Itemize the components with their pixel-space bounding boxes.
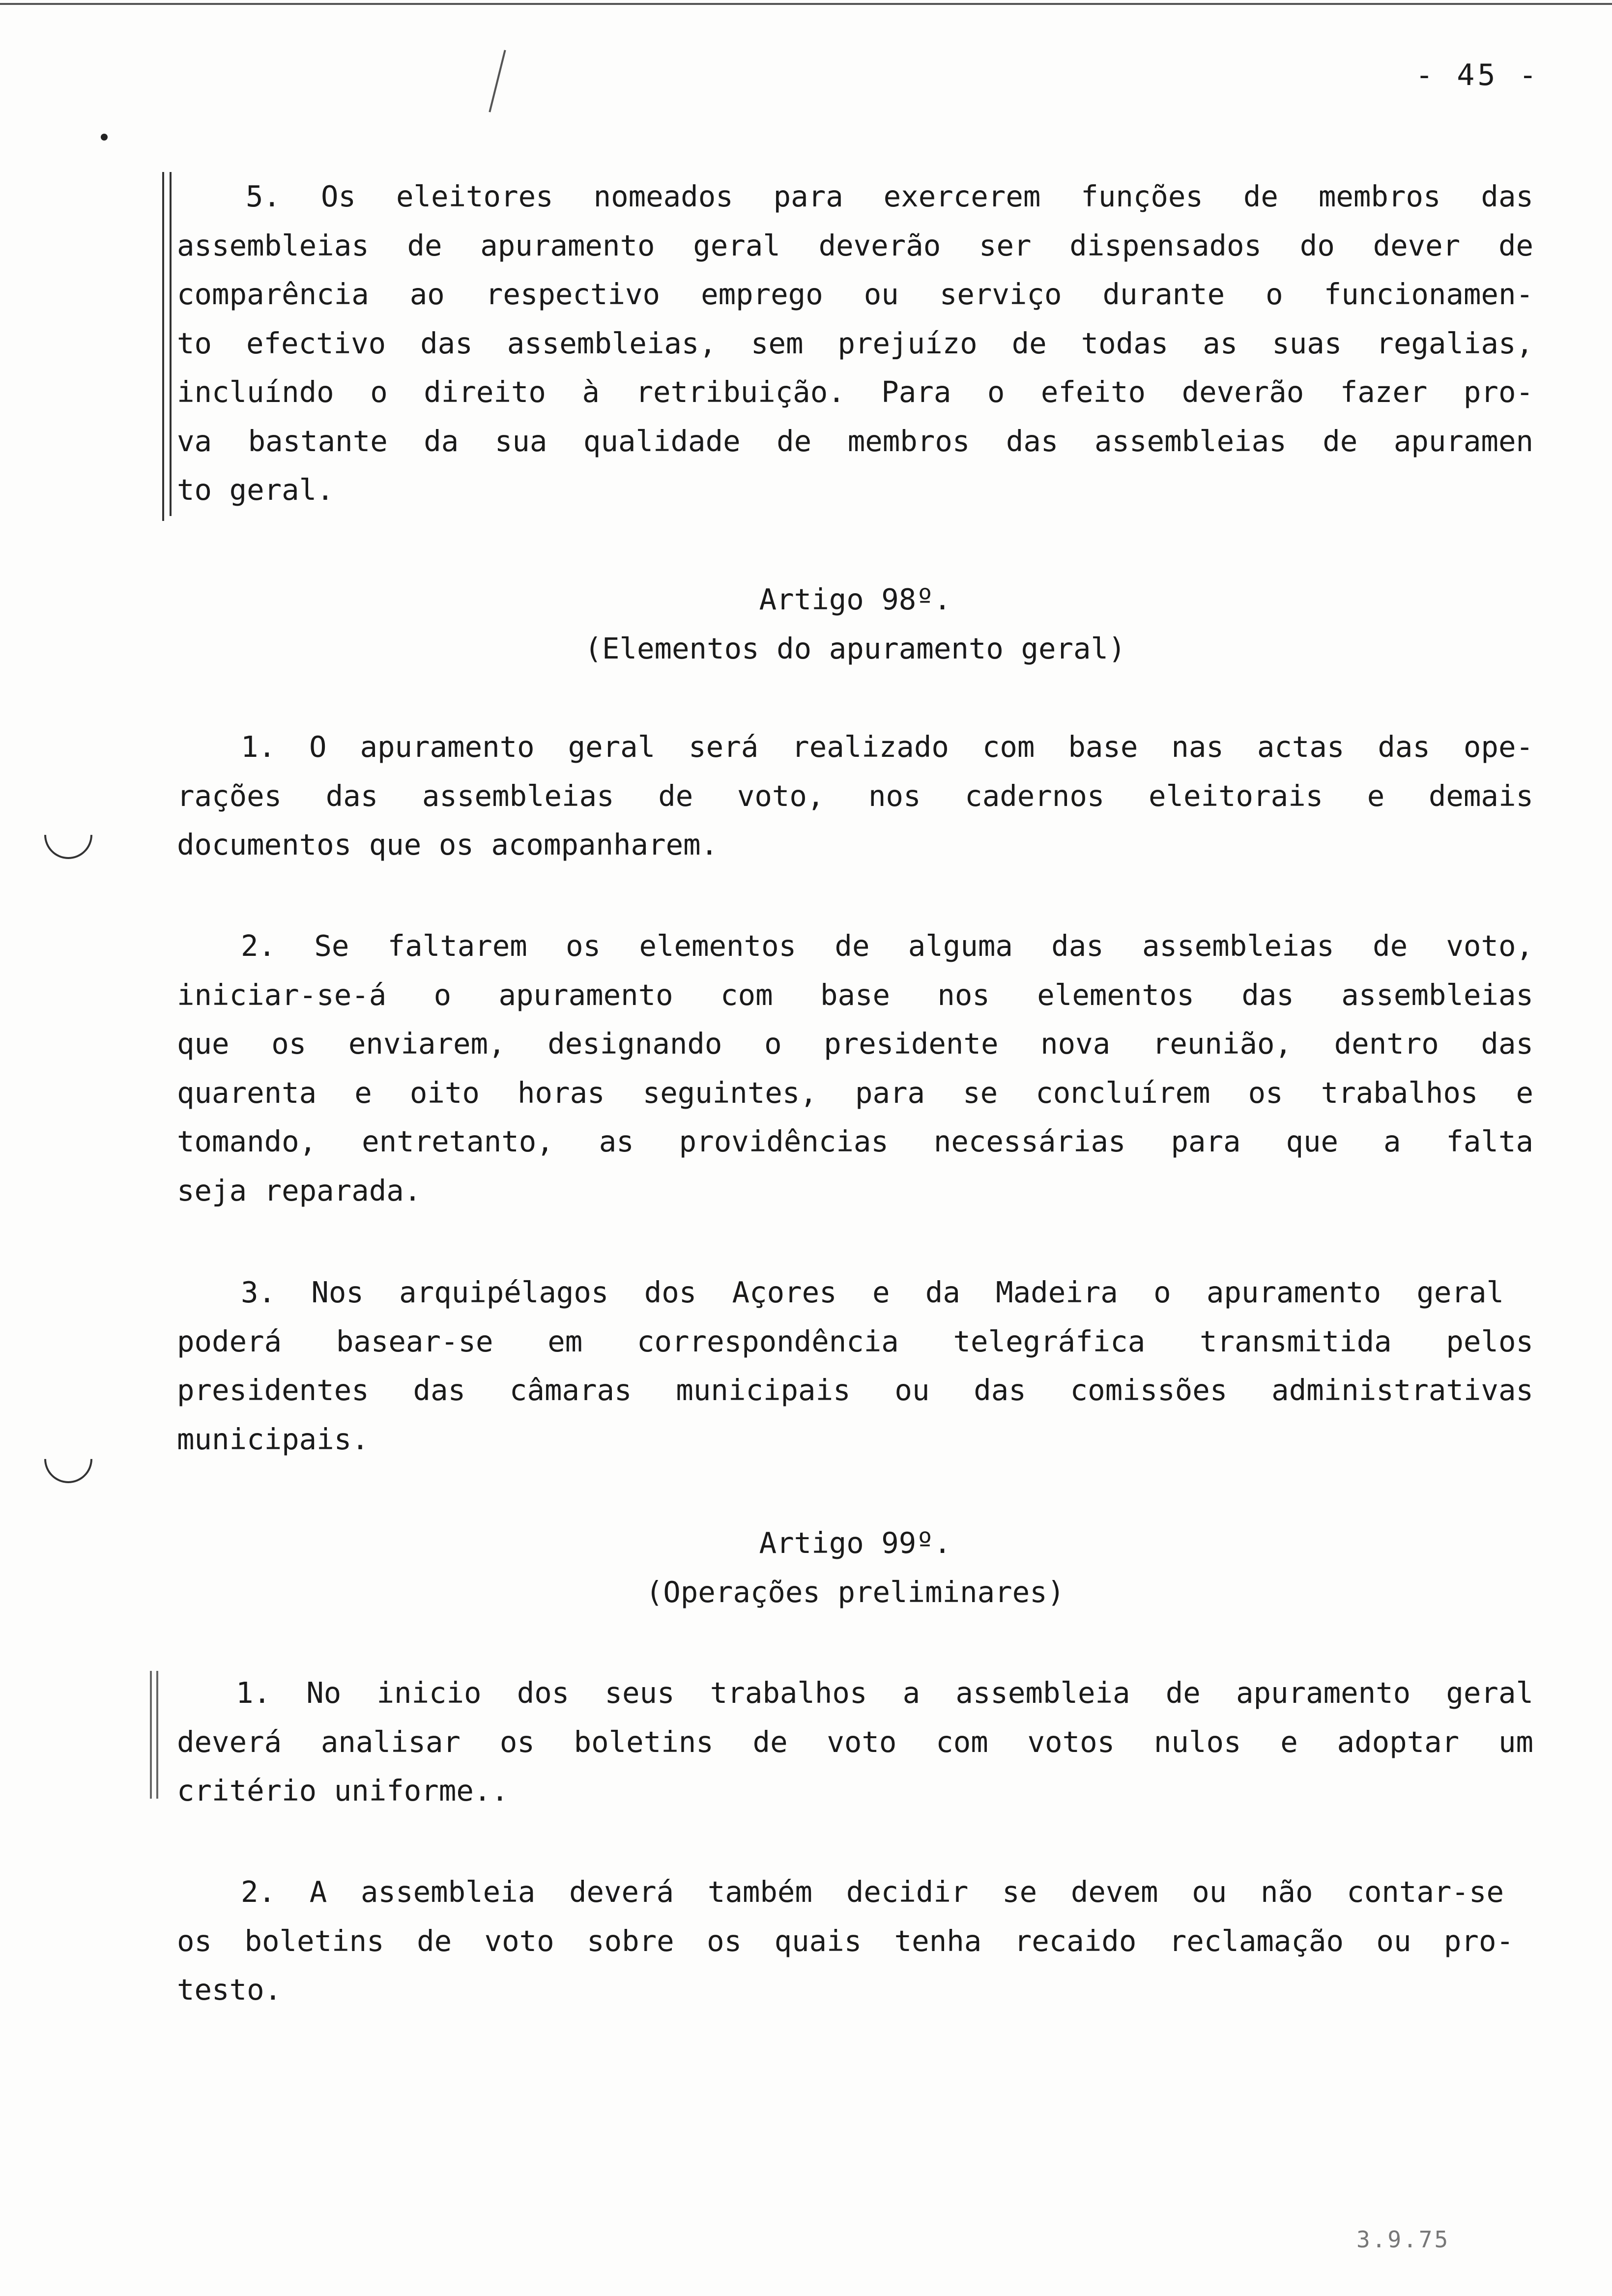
text-line: que os enviarem, designando o presidente nova reunião, dentro das	[177, 1027, 1533, 1061]
article-number: Artigo 98º.	[759, 582, 951, 616]
text-line: 5. Os eleitores nomeados para exercerem funções de membros das	[246, 179, 1533, 213]
paragraph-98-2-first	[241, 921, 1533, 971]
margin-bar-dashed	[156, 1671, 158, 1799]
article-98-heading	[177, 575, 1533, 673]
text-line: 3. Nos arquipélagos dos Açores e da Madeira o apuramento geral	[241, 1275, 1504, 1309]
paragraph-99-2	[177, 1917, 1514, 2014]
paragraph-98-3-first	[241, 1268, 1504, 1317]
text-line: 1. No inicio dos seus trabalhos a assembleia de apuramento geral	[236, 1676, 1533, 1710]
article-title: (Operações preliminares)	[645, 1575, 1065, 1609]
text-line: rações das assembleias de voto, nos cadernos eleitorais e demais	[177, 778, 1533, 813]
punch-dot	[101, 134, 108, 141]
paragraph-5-cont	[177, 221, 1533, 515]
text-line: to geral.	[177, 473, 334, 507]
margin-bar-left	[162, 172, 164, 521]
page-number: - 45 -	[1415, 58, 1540, 92]
text-line: deverá analisar os boletins de voto com votos nulos e adoptar um	[177, 1724, 1533, 1759]
text-line: documentos que os acompanharem.	[177, 828, 719, 861]
text-line: 2. Se faltarem os elementos de alguma das assembleias de voto,	[241, 929, 1533, 963]
text-line: incluíndo o direito à retribuição. Para o efeito deverão fazer pro-	[177, 375, 1533, 409]
paragraph-98-3	[177, 1317, 1533, 1464]
text-line: presidentes das câmaras municipais ou das comissões administrativas	[177, 1373, 1533, 1407]
paragraph-99-1	[177, 1718, 1533, 1815]
article-title: (Elementos do apuramento geral)	[584, 631, 1126, 665]
stamp-number: 3.9.75	[1356, 2226, 1450, 2253]
article-99-heading	[177, 1519, 1533, 1616]
text-line: municipais.	[177, 1422, 369, 1456]
text-line: 2. A assembleia deverá também decidir se devem ou não contar-se	[241, 1875, 1504, 1909]
margin-bar-dashed	[150, 1671, 152, 1799]
text-line: quarenta e oito horas seguintes, para se concluírem os trabalhos e	[177, 1075, 1533, 1110]
text-line: seja reparada.	[177, 1173, 422, 1207]
text-line: critério uniforme..	[177, 1774, 509, 1808]
text-line: to efectivo das assembleias, sem prejuízo de todas as suas regalias,	[177, 326, 1533, 360]
text-line: testo.	[177, 1973, 282, 2007]
text-line: os boletins de voto sobre os quais tenha recaido reclamação ou pro-	[177, 1923, 1514, 1958]
paragraph-98-2	[177, 971, 1533, 1215]
text-line: comparência ao respectivo emprego ou serviço durante o funcionamen-	[177, 277, 1533, 311]
text-line: 1. O apuramento geral será realizado com base nas actas das ope-	[241, 730, 1533, 764]
pen-mark	[489, 50, 506, 112]
paragraph-99-2-first	[241, 1867, 1504, 1917]
top-border-line	[0, 3, 1612, 5]
text-line: va bastante da sua qualidade de membros das assembleias de apuramen	[177, 424, 1533, 458]
margin-bar-right	[170, 172, 172, 516]
text-line: iniciar-se-á o apuramento com base nos elementos das assembleias	[177, 977, 1533, 1012]
text-line: assembleias de apuramento geral deverão ser dispensados do dever de	[177, 228, 1533, 262]
paragraph-98-1-first	[241, 722, 1533, 772]
text-line: poderá basear-se em correspondência telegráfica transmitida pelos	[177, 1324, 1533, 1358]
article-number: Artigo 99º.	[759, 1526, 951, 1560]
binding-hole-mark	[34, 1425, 103, 1493]
paragraph-98-1	[177, 772, 1533, 869]
paragraph-99-1-first	[236, 1668, 1533, 1718]
binding-hole-mark	[34, 801, 103, 869]
text-line: tomando, entretanto, as providências necessárias para que a falta	[177, 1124, 1533, 1158]
paragraph-5	[246, 172, 1533, 221]
